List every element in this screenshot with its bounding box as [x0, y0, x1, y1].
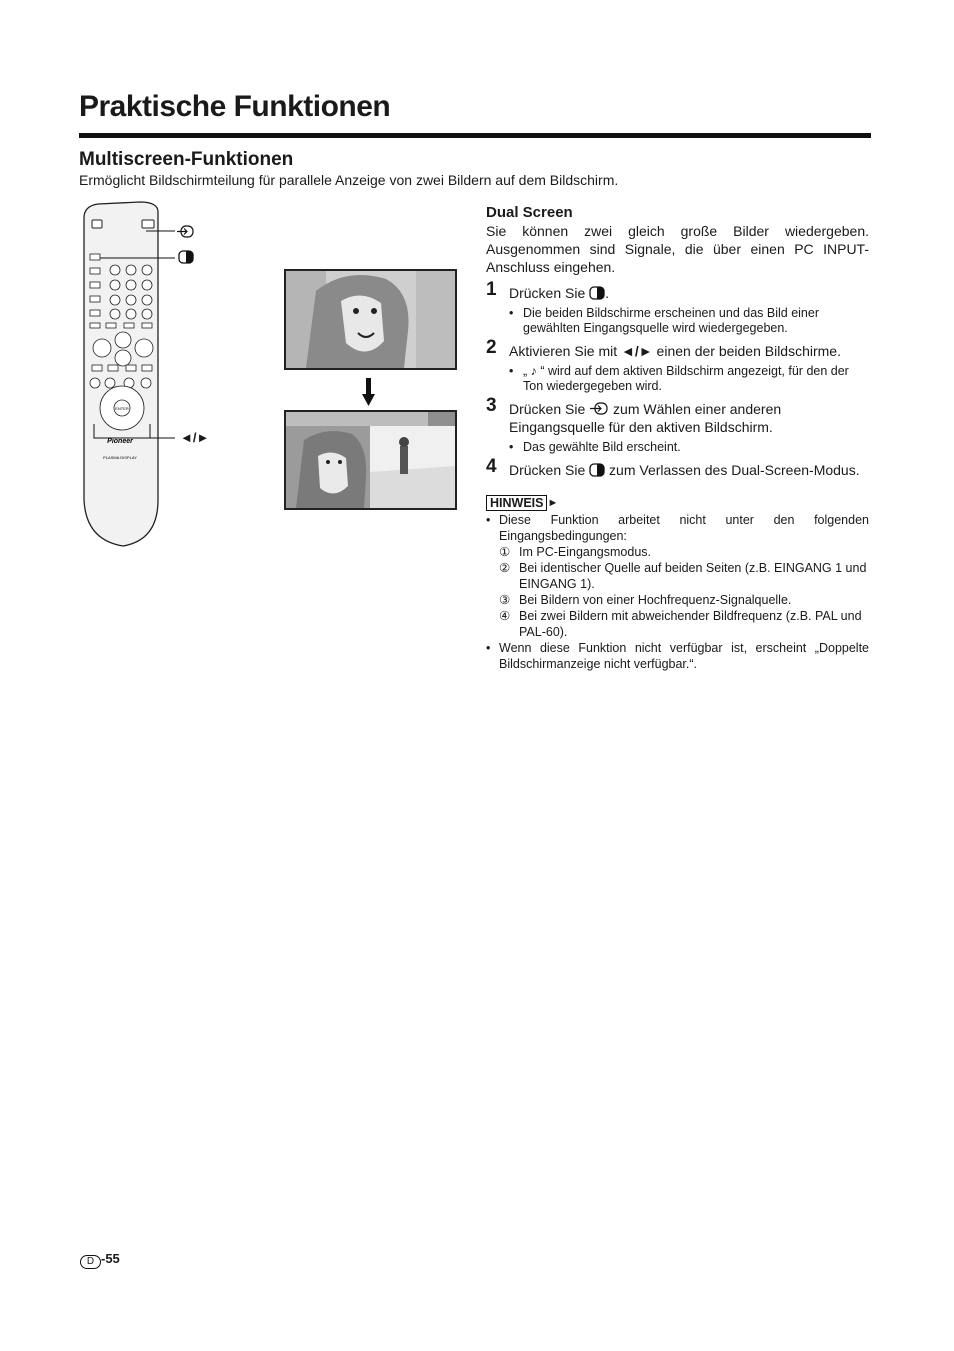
arrow-right-icon: ► — [547, 497, 559, 509]
brand-logo: Pioneer — [107, 438, 133, 445]
step-text: Aktivieren Sie mit — [509, 343, 622, 359]
step-text: Drücken Sie — [509, 462, 590, 478]
step-3 — [486, 395, 869, 436]
page-number — [80, 1251, 120, 1269]
step-number: 3 — [486, 395, 497, 416]
step-text-end: zum Wählen einer anderen Eingangsquelle für den aktiven Bildschirm. — [509, 401, 782, 435]
step-text: Drücken Sie — [509, 401, 590, 417]
page-title: Praktische Funktionen — [79, 90, 391, 123]
step-1 — [486, 279, 869, 302]
section-description: Ermöglicht Bildschirmteilung für parallele Anzeige von zwei Bildern auf dem Bildschirm. — [79, 172, 619, 188]
hinweis-text: Wenn diese Funktion nicht verfügbar ist, erscheint „Doppelte Bildschirmanzeige nicht verfügbar.“. — [499, 641, 869, 671]
input-icon — [589, 402, 609, 416]
circled-number: ④ — [499, 609, 511, 623]
step-4 — [486, 456, 869, 479]
section-title: Multiscreen-Funktionen — [79, 149, 294, 170]
hinweis-sub-4 — [486, 608, 869, 640]
step-2-note: • „ ♪ “ wird auf dem aktiven Bildschirm angezeigt, für den der Ton wiedergegeben wird. — [509, 364, 849, 393]
hinweis-heading — [486, 493, 869, 512]
page-number-text: -55 — [101, 1251, 120, 1266]
step-text: Drücken Sie — [509, 285, 590, 301]
hinweis-sub-1 — [486, 544, 869, 560]
arrow-left-right-icon: ◄/► — [621, 343, 653, 359]
hinweis-text: Diese Funktion arbeitet nicht unter den folgenden Eingangsbedingungen: — [499, 513, 869, 543]
circled-number: ① — [499, 545, 511, 559]
input-icon — [177, 226, 193, 237]
step-3-note: • Das gewählte Bild erscheint. — [509, 440, 681, 454]
step-text-end: . — [605, 285, 610, 301]
remote-control-illustration — [78, 200, 223, 552]
hinweis-sub-text: Bei zwei Bildern mit abweichender Bildfrequenz (z.B. PAL und PAL-60). — [519, 609, 862, 639]
dual-screen-icon — [179, 251, 193, 263]
hinweis-sub-2 — [486, 560, 869, 592]
enter-label: ENTER — [115, 406, 129, 411]
title-rule — [79, 133, 871, 138]
circled-number: ② — [499, 561, 511, 575]
circled-number: ③ — [499, 593, 511, 607]
note-text: „ ♪ “ wird auf dem aktiven Bildschirm angezeigt, für den der Ton wiedergegeben wird. — [523, 364, 849, 393]
note-text: Das gewählte Bild erscheint. — [523, 440, 681, 454]
dual-screen-image — [284, 410, 457, 510]
step-2 — [486, 337, 869, 360]
step-text-end: einen der beiden Bildschirme. — [652, 343, 841, 359]
hinweis-sub-text: Im PC-Eingangsmodus. — [519, 545, 652, 559]
dual-screen-intro: Sie können zwei gleich große Bilder wiedergeben. Ausgenommen sind Signale, die über einen PC INPUT-Anschluss eingehen. — [486, 223, 869, 275]
model-label: PLASMA DISPLAY — [103, 455, 137, 460]
arrow-down-icon — [362, 378, 375, 406]
dual-screen-icon — [589, 286, 605, 300]
hinweis-sub-3 — [486, 592, 869, 608]
hinweis-sub-text: Bei Bildern von einer Hochfrequenz-Signalquelle. — [519, 593, 792, 607]
step-number: 4 — [486, 456, 497, 477]
dual-screen-title: Dual Screen — [486, 204, 573, 221]
note-text: Die beiden Bildschirme erscheinen und das Bild einer gewählten Eingangsquelle wird wiedergegeben. — [523, 306, 820, 335]
dual-screen-section — [486, 204, 869, 672]
hinweis-item-1: • Diese Funktion arbeitet nicht unter den folgenden Eingangsbedingungen: — [486, 513, 869, 543]
dual-screen-icon — [589, 463, 605, 477]
step-1-note: • Die beiden Bildschirme erscheinen und das Bild einer gewählten Eingangsquelle wird wiedergegeben. — [509, 306, 820, 335]
step-text-end: zum Verlassen des Dual-Screen-Modus. — [605, 462, 860, 478]
step-number: 1 — [486, 279, 497, 300]
hinweis-label: HINWEIS — [486, 495, 547, 511]
hinweis-sub-text: Bei identischer Quelle auf beiden Seiten (z.B. EINGANG 1 und EINGANG 1). — [519, 561, 867, 591]
single-screen-image — [284, 269, 457, 370]
step-number: 2 — [486, 337, 497, 358]
hinweis-item-2: • Wenn diese Funktion nicht verfügbar ist, erscheint „Doppelte Bildschirmanzeige nicht verfügbar.“. — [486, 641, 869, 671]
language-d-icon: D — [80, 1255, 101, 1269]
arrows-label: ◄/► — [180, 430, 210, 445]
